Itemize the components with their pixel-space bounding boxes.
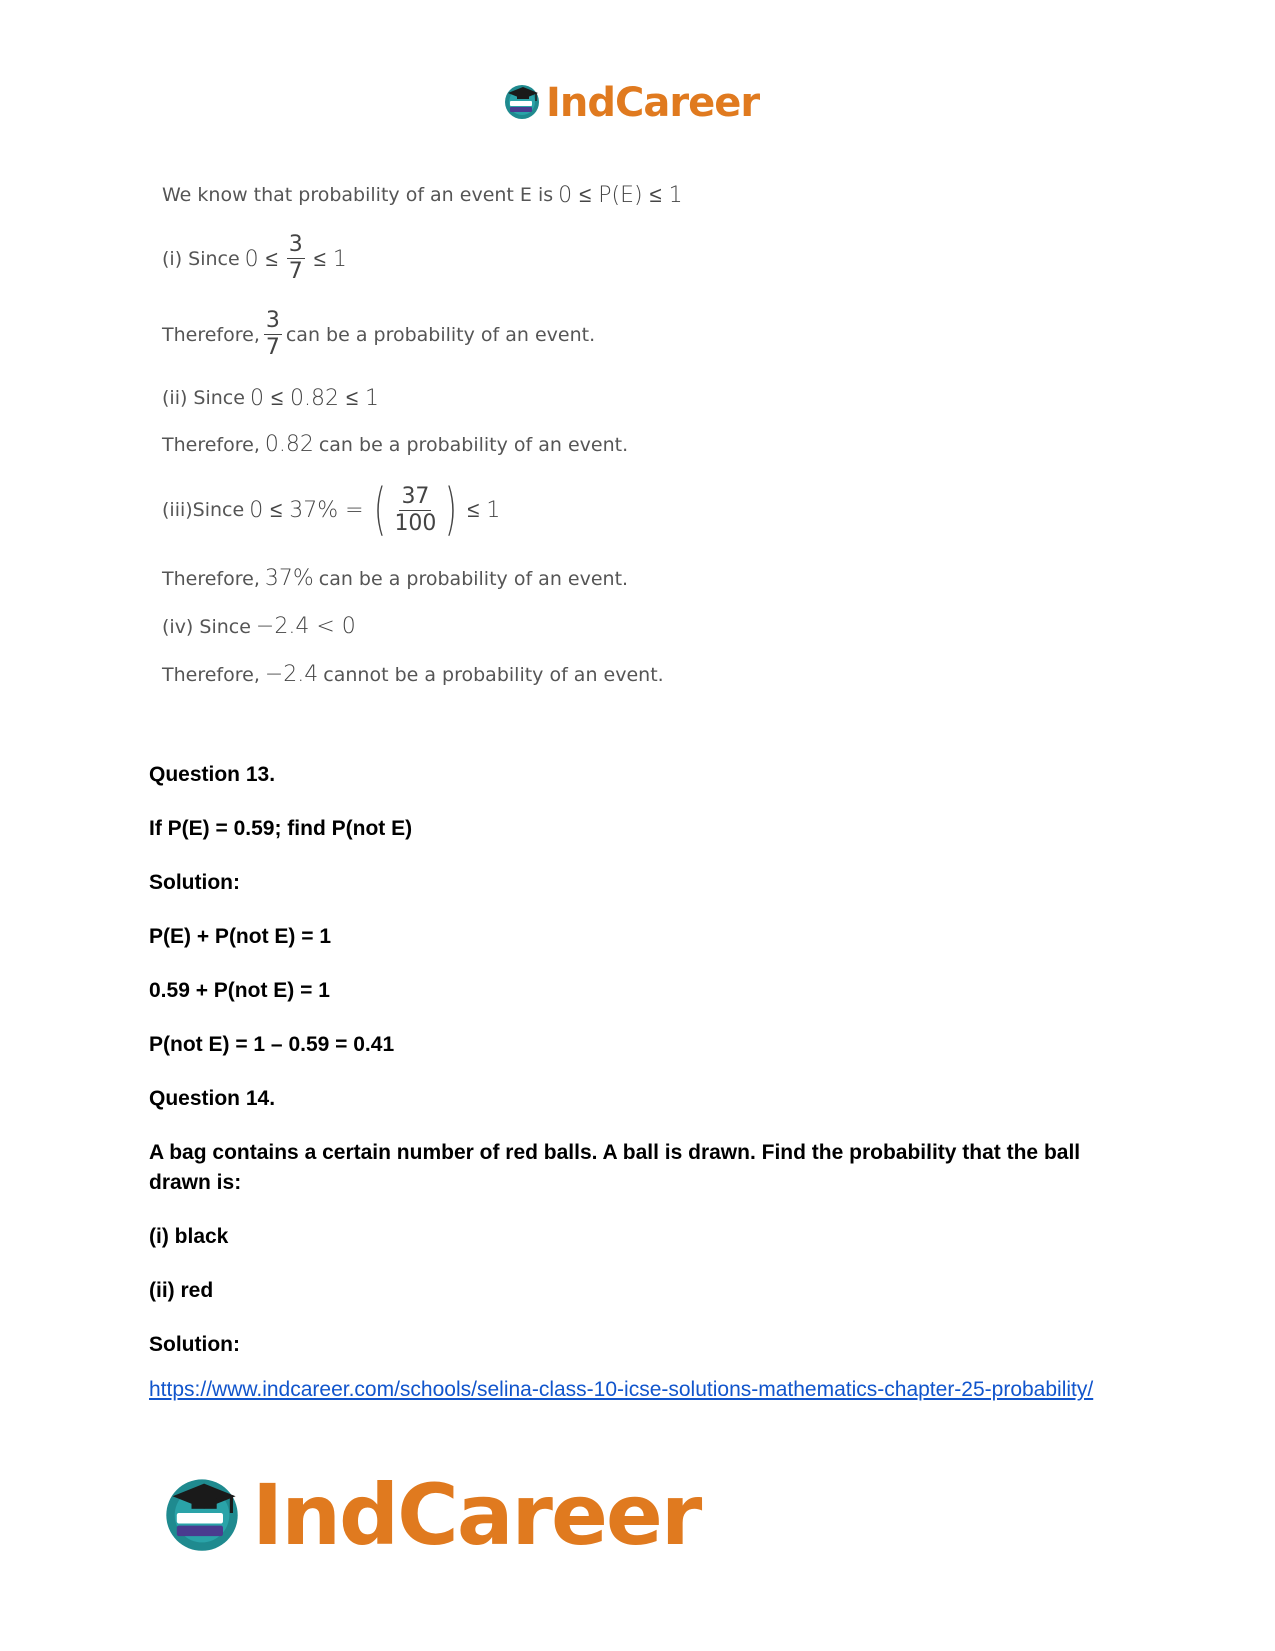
conclusion-text: can be a probability of an event. — [318, 567, 629, 590]
part-iv-line — [162, 614, 361, 639]
solutions-link[interactable]: https://www.indcareer.com/schools/selina-class-10-icse-solutions-mathematics-chapter-25-probability/ — [149, 1378, 1094, 1401]
q13-step-1: P(E) + P(not E) = 1 — [149, 925, 332, 948]
part-ii-label: (ii) Since — [162, 387, 245, 409]
part-i-label: (i) Since — [162, 247, 240, 270]
q13-step-2: 0.59 + P(not E) = 1 — [149, 979, 330, 1002]
intro-line — [162, 182, 688, 208]
q14-heading: Question 14. — [149, 1087, 276, 1110]
fraction-numerator: 37 — [401, 483, 430, 509]
q13-heading: Question 13. — [149, 763, 276, 786]
part-iv-conclusion-line — [162, 662, 664, 687]
fraction-denominator: 7 — [265, 335, 280, 360]
fraction-3-7 — [264, 310, 282, 359]
fraction-3-7 — [287, 234, 305, 283]
part-ii-conclusion-line — [162, 432, 628, 457]
therefore-text: Therefore, — [162, 433, 260, 456]
part-iii-value: 37% — [264, 566, 314, 591]
q14-solution-label: Solution: — [149, 1333, 240, 1356]
part-iv-label: (iv) Since — [162, 615, 251, 638]
conclusion-text: cannot be a probability of an event. — [323, 663, 664, 686]
part-iii-tail: ≤ 1 — [467, 498, 501, 523]
fraction-denominator: 7 — [288, 259, 303, 284]
graduation-cap-logo-icon — [502, 81, 542, 126]
therefore-text: Therefore, — [162, 663, 260, 686]
conclusion-text: can be a probability of an event. — [318, 433, 629, 456]
part-iii-line — [162, 477, 505, 542]
fraction-denominator: 100 — [394, 510, 437, 536]
part-iii-conclusion-line — [162, 566, 628, 591]
brand-wordmark: IndCareer — [546, 80, 760, 126]
part-iii-lead: 0 ≤ 37% = — [249, 498, 364, 523]
part-iii-label: (iii)Since — [162, 499, 245, 521]
intro-text: We know that probability of an event E is — [162, 184, 554, 206]
left-parenthesis: ( — [373, 477, 386, 542]
part-iv-value: −2.4 — [264, 662, 319, 687]
graduation-cap-logo-icon — [160, 1471, 244, 1560]
therefore-text: Therefore, — [162, 567, 260, 590]
part-i-tail: ≤ 1 — [313, 246, 347, 272]
part-i-lead: 0 ≤ — [244, 246, 278, 272]
footer-logo — [160, 1466, 700, 1564]
conclusion-text: can be a probability of an event. — [285, 323, 596, 346]
q13-text: If P(E) = 0.59; find P(not E) — [149, 817, 413, 840]
q14-part-1: (i) black — [149, 1225, 229, 1248]
q14-text: A bag contains a certain number of red balls. A ball is drawn. Find the probability that the ball drawn is: — [149, 1141, 1081, 1194]
part-iv-math: −2.4 < 0 — [255, 614, 356, 639]
part-i-conclusion-line — [162, 310, 595, 359]
right-parenthesis: ) — [445, 477, 458, 542]
part-ii-math: 0 ≤ 0.82 ≤ 1 — [249, 386, 380, 411]
fraction-numerator: 3 — [288, 232, 303, 257]
q13-solution-label: Solution: — [149, 871, 240, 894]
fraction-numerator: 3 — [265, 308, 280, 333]
therefore-text: Therefore, — [162, 323, 260, 346]
part-ii-line — [162, 385, 384, 411]
part-i-line — [162, 234, 352, 283]
header-logo — [502, 80, 759, 126]
brand-wordmark: IndCareer — [252, 1466, 701, 1564]
q14-part-2: (ii) red — [149, 1279, 214, 1302]
fraction-37-100 — [394, 483, 437, 536]
intro-math: 0 ≤ P(E) ≤ 1 — [558, 183, 683, 208]
part-ii-value: 0.82 — [264, 432, 314, 457]
q13-step-3: P(not E) = 1 – 0.59 = 0.41 — [149, 1033, 395, 1056]
